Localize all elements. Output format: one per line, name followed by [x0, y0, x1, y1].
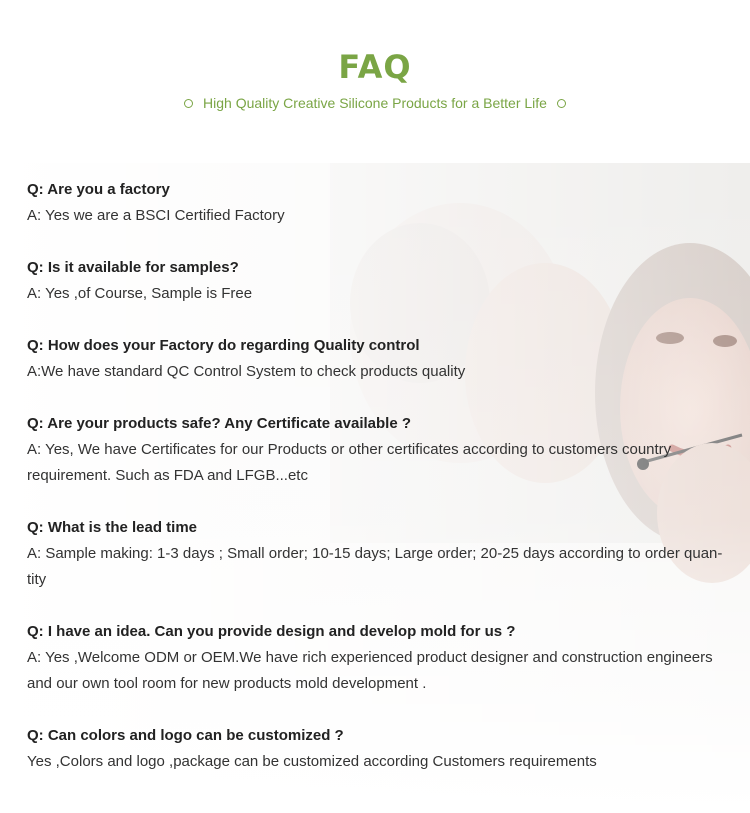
- faq-answer: Yes ,Colors and logo ,package can be customized according Customers requirements: [27, 753, 597, 770]
- faq-answer: A:We have standard QC Control System to check products quality: [27, 363, 466, 380]
- faq-question: Q: I have an idea. Can you provide design and develop mold for us ?: [27, 623, 516, 640]
- faq-item: [27, 177, 727, 229]
- faq-item: [27, 723, 727, 775]
- faq-answer: A: Sample making: 1-3 days ; Small order; 10-15 days; Large order; 20-25 days according to order quan-: [27, 545, 723, 562]
- faq-question: Q: Are your products safe? Any Certificate available ?: [27, 415, 411, 432]
- faq-item: [27, 411, 727, 489]
- faq-item: [27, 515, 727, 593]
- faq-answer-continued: requirement. Such as FDA and LFGB...etc: [27, 467, 308, 484]
- circle-outline-icon: [184, 99, 193, 108]
- faq-answer-continued: and our own tool room for new products mold development .: [27, 675, 427, 692]
- subtitle-row: [0, 94, 750, 112]
- faq-answer: A: Yes ,of Course, Sample is Free: [27, 285, 253, 302]
- faq-question: Q: What is the lead time: [27, 519, 198, 536]
- faq-header: [0, 0, 750, 163]
- faq-answer: A: Yes we are a BSCI Certified Factory: [27, 207, 285, 224]
- faq-question: Q: Can colors and logo can be customized ?: [27, 727, 344, 744]
- faq-answer-continued: tity: [27, 571, 47, 588]
- faq-answer: A: Yes ,Welcome ODM or OEM.We have rich experienced product designer and construction engineers: [27, 649, 713, 666]
- faq-content: [0, 163, 750, 813]
- faq-question: Q: How does your Factory do regarding Quality control: [27, 337, 420, 354]
- faq-answer: A: Yes, We have Certificates for our Products or other certificates according to customers country: [27, 441, 672, 458]
- page-subtitle: High Quality Creative Silicone Products for a Better Life: [203, 95, 547, 111]
- faq-question: Q: Are you a factory: [27, 181, 170, 198]
- page-title: FAQ: [338, 48, 412, 86]
- faq-item: [27, 255, 727, 307]
- circle-outline-icon: [557, 99, 566, 108]
- faq-item: [27, 619, 727, 697]
- faq-item: [27, 333, 727, 385]
- faq-question: Q: Is it available for samples?: [27, 259, 239, 276]
- faq-list: [27, 177, 727, 801]
